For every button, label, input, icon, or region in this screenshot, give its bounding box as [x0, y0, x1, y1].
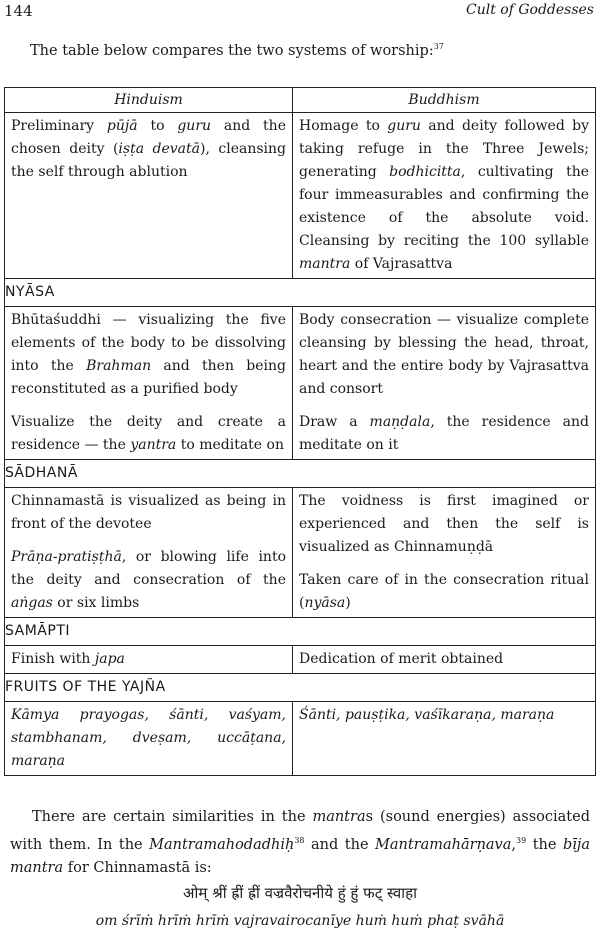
table-row — [5, 307, 595, 460]
table-header-row — [5, 88, 595, 113]
col-header-hinduism: Hinduism — [114, 92, 183, 108]
body-paragraph: There are certain similarities in the mantras (sound energies) associated with them. In the Mantramahodadhiḥ$^{38}$ and the Mantramahārṇava,$^{39}$ the bīja mantra for Chinnamastā is: — [10, 809, 590, 876]
mantra-devanagari: ओम् श्रीं ह्रीं ह्रीं वज्रवैरोचनीये हुं हुं फट् स्वाहा — [183, 884, 417, 902]
cell-hindu-samapti: Finish with japa — [11, 651, 125, 667]
page-number: 144 — [4, 2, 33, 20]
footnote-ref: 37 — [433, 42, 444, 51]
cell-buddhist-fruits: Śānti, pauṣṭika, vaśīkaraṇa, maraṇa — [292, 702, 595, 775]
table-row — [5, 702, 595, 775]
cell-buddhist-preliminary: Homage to guru and deity followed by taking refuge in the Three Jewels; generating bodhicitta, cultivating the four immeasurables and confirming the existence of the absolute void. Cleansing by reciting the 100 syllable mantra of Vajrasattva — [292, 113, 595, 278]
running-title: Cult of Goddesses — [465, 2, 594, 18]
cell-buddhist-nyasa: Body consecration — visualize complete cleansing by blessing the head, throat, heart and the entire body by Vajrasattva and consort Draw a maṇḍala, the residence and meditate on it — [292, 307, 595, 459]
col-header-buddhism: Buddhism — [292, 88, 595, 112]
intro-sentence — [30, 42, 444, 59]
cell-hindu-preliminary: Preliminary pūjā to guru and the chosen deity (iṣṭa devatā), cleansing the self through ablution — [11, 118, 286, 180]
table-row — [5, 646, 595, 674]
cell-buddhist-sadhana: The voidness is first imagined or experienced and then the self is visualized as Chinnamuṇḍā Taken care of in the consecration ritual (nyāsa) — [292, 488, 595, 617]
section-heading-sadhana: SĀDHANĀ — [5, 460, 595, 488]
table-row — [5, 113, 595, 279]
cell-hindu-sadhana: Chinnamastā is visualized as being in front of the devotee Prāṇa-pratiṣṭhā, or blowing life into the deity and consecration of the aṅgas or six limbs — [11, 493, 286, 611]
section-heading-fruits: FRUITS OF THE YAJÑA — [5, 674, 595, 702]
table-row — [5, 488, 595, 618]
intro-text: The table below compares the two systems of worship: — [30, 42, 434, 59]
comparison-table — [4, 87, 596, 776]
page-header — [4, 2, 594, 22]
section-heading-nyasa: NYĀSA — [5, 279, 595, 307]
cell-hindu-fruits: Kāmya prayogas, śānti, vaśyam, stambhanam, dveṣam, uccāṭana, maraṇa — [11, 707, 286, 769]
cell-buddhist-samapti: Dedication of merit obtained — [292, 646, 595, 673]
cell-hindu-nyasa: Bhūtaśuddhi — visualizing the five elements of the body to be dissolving into the Brahman and then being reconstituted as a purified body Visualize the deity and create a residence — the yantra to meditate on — [11, 312, 286, 453]
section-heading-samapti: SAMĀPTI — [5, 618, 595, 646]
mantra-transliteration: om śrīṁ hrīṁ hrīṁ vajravairocanīye huṁ huṁ phaṭ svāhā — [95, 913, 505, 929]
